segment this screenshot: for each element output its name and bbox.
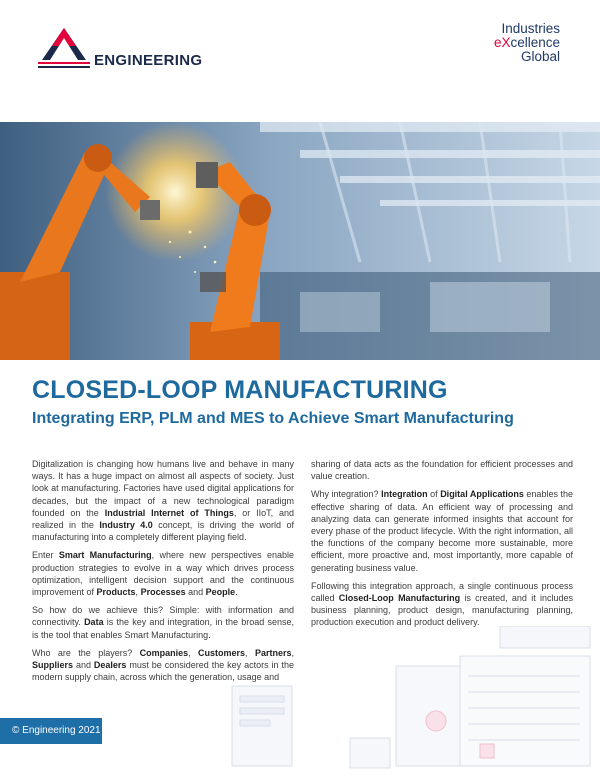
paragraph: sharing of data acts as the foundation for efficient processes and value creation. [311,459,573,482]
text: of [427,489,441,500]
text: and [73,660,94,671]
text: Enter [32,550,59,561]
text: is the key and integration, in the broad sense, is the tool that enables Smart Manufacturing. [32,617,294,640]
bold-text: Smart Manufacturing [58,550,152,561]
hero-robot-image [0,122,600,360]
text: Who are the players? [32,647,140,658]
bold-text: People [205,587,236,598]
text: enables the effective sharing of data. An efficient way of processing and analyzing data can generate informed insights that account for every phase of the product lifecycle. With the right information, all the functions of the company become more sustainable, more efficient, more proactive and, most importantly, more capable of generating business value. [311,489,573,573]
engineering-logo-icon [38,26,90,70]
text: Why integration? [311,489,382,500]
paragraph [311,580,573,629]
bold-text: Integration [381,489,428,500]
industries-excellence-global-logo [494,22,560,64]
bold-text: Digital Applications [440,489,524,500]
text: must be considered the key actors in the modern supply chain, across which the generation, usage and [32,660,294,683]
bold-text: Products [96,587,136,598]
paragraph [32,647,294,684]
bold-text: Processes [140,587,186,598]
text: , [135,587,141,598]
ieg-accent: eX [493,35,511,50]
bold-text: Industrial Internet of Things [104,507,234,518]
page-subtitle: Integrating ERP, PLM and MES to Achieve Smart Manufacturing [32,410,514,427]
paragraph [32,458,294,543]
engineering-logo [38,26,218,72]
text: , [245,647,255,658]
paragraph [32,604,294,641]
copyright-bar: © Engineering 2021 [0,718,102,744]
text: . [235,587,238,598]
paragraph [32,549,294,598]
paragraph [311,488,573,573]
text: is created, and it includes business planning, product design, manufacturing planning, production execution and product delivery. [311,593,574,628]
ieg-line2 [494,36,560,50]
text: , [291,647,294,658]
ieg-line3: Global [520,49,560,64]
ieg-line1: Industries [501,21,560,36]
text: Digitalization is changing how humans live and behave in many ways. It has a huge impact on almost all aspects of society. Just look at manufacturing. Factories have used digital applications for decades, but the impact of a new technological paradigm founded on the [32,459,294,518]
text: Following this integration approach, a single continuous process called [311,580,573,604]
ieg-rest: cellence [510,35,560,50]
text: , where new perspectives enable production strategies to evolve in a way which drives process optimization, intelligent decision support and the continuous improvement of [32,550,294,598]
bold-text: Suppliers [32,660,74,671]
right-column [311,458,573,635]
bold-text: Industry 4.0 [99,520,153,531]
bold-text: Data [84,617,104,628]
bold-text: Closed-Loop Manufacturing [338,593,461,604]
text: and [185,587,206,598]
text: concept, is driving the world of manufacturing into a completely different playing field. [32,520,294,543]
bold-text: Companies [139,647,189,658]
page-title: CLOSED-LOOP MANUFACTURING [32,376,448,404]
bold-text: Partners [254,647,292,658]
bold-text: Customers [198,647,246,658]
text: So how do we achieve this? Simple: with information and connectivity. [32,605,294,628]
brand-name: ENGINEERING [94,52,203,69]
left-column [32,458,294,689]
text: , or IIoT, and realized in the [32,507,295,531]
text: , [188,647,199,658]
bold-text: Dealers [93,660,127,671]
